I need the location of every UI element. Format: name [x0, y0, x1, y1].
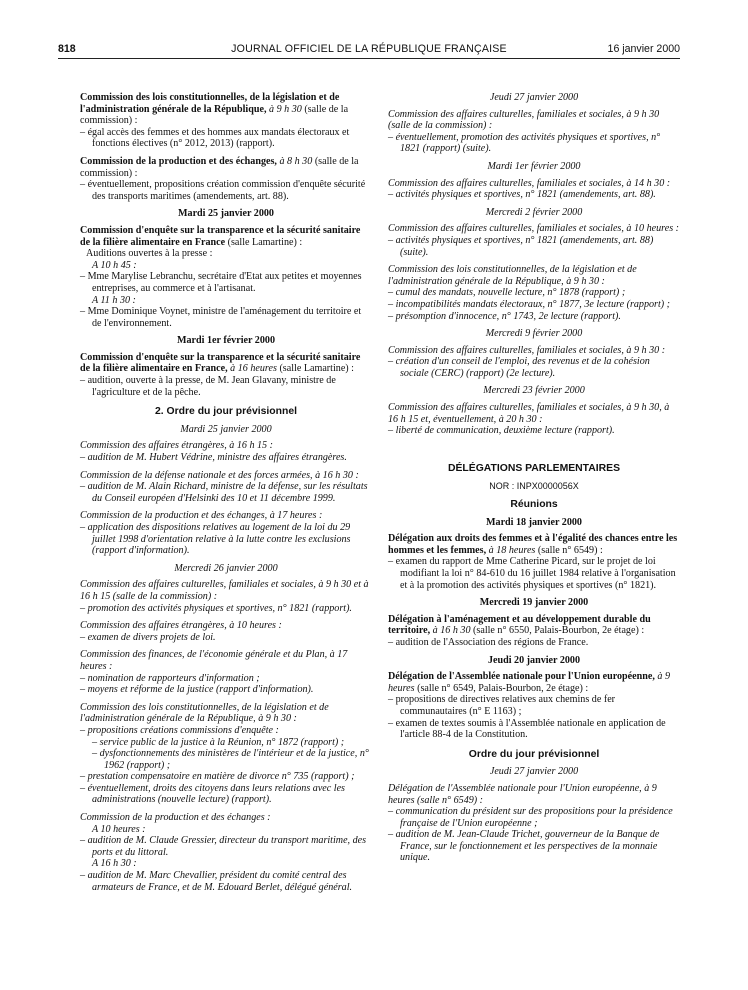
date-heading: Mercredi 9 février 2000: [485, 328, 583, 340]
left-block-4: Commission d'enquête sur la transparence et la sécurité sanitaire de la filière alimentaire en France, à 16 heures (salle Lamartine) :: [80, 351, 361, 375]
date-heading: Mercredi 2 février 2000: [485, 206, 583, 218]
list-item: – application des dispositions relatives au logement de la loi du 29 juillet 1998 d'orientation relative à la lutte contre les exclusions (rapport d'information).: [80, 522, 351, 557]
list-item: – promotion des activités physiques et sportives, n° 1821 (rapport).: [80, 602, 352, 614]
subsection-title: Réunions: [510, 499, 558, 511]
list-item: – propositions de directives relatives aux chemins de fer communautaires (n° E 1163) ;: [388, 694, 616, 717]
commission-line: Commission des affaires culturelles, familiales et sociales, à 14 h 30 :: [388, 177, 671, 189]
commission-line: Commission des affaires culturelles, familiales et sociales, à 9 h 30 :: [388, 344, 666, 356]
commission-line: Commission des lois constitutionnelles, de la législation et de l'administration générale de la République, à 9 h 30 :: [80, 701, 329, 725]
date-heading: Mardi 18 janvier 2000: [486, 516, 582, 528]
issue-date: 16 janvier 2000: [607, 43, 680, 55]
time-label: A 16 h 30 :: [92, 858, 137, 870]
list-item: – communication du président sur des propositions pour la présidence française de l'Union européenne ;: [388, 806, 673, 829]
date-heading: Jeudi 20 janvier 2000: [487, 654, 581, 666]
commission-line: Commission des affaires culturelles, familiales et sociales, à 9 h 30 (salle de la commission) :: [388, 108, 660, 132]
journal-title: JOURNAL OFFICIEL DE LA RÉPUBLIQUE FRANÇAISE: [231, 43, 507, 55]
delegation-line: Délégation à l'aménagement et au développement durable du territoire, à 16 h 30 (salle n° 6550, Palais-Bourbon, 2e étage) :: [388, 613, 651, 637]
time-label: A 10 h 45 :: [92, 259, 137, 271]
list-item: – présomption d'innocence, n° 1743, 2e lecture (rapport).: [388, 310, 621, 322]
date-heading: Jeudi 27 janvier 2000: [489, 92, 579, 103]
date-heading: Mercredi 23 février 2000: [483, 385, 585, 397]
left-block-1: Commission des lois constitutionnelles, de la législation et de l'administration générale de la République, à 9 h 30 (salle de la commission) :: [80, 92, 349, 127]
list-item: – activités physiques et sportives, n° 1821 (amendements, art. 88) (suite).: [388, 234, 654, 258]
list-item: – propositions créations commissions d'enquête :: [80, 724, 279, 736]
list-item: – incompatibilités mandats électoraux, n° 1877, 3e lecture (rapport) ;: [388, 298, 671, 310]
commission-line: Commission de la défense nationale et des forces armées, à 16 h 30 :: [80, 469, 359, 481]
commission-line: Commission de la production et des échanges, à 17 heures :: [80, 510, 323, 522]
delegation-line: Délégation aux droits des femmes et à l'égalité des chances entre les hommes et les femmes, à 18 heures (salle n° 6549) :: [388, 533, 678, 556]
date-heading: Mardi 25 janvier 2000: [180, 423, 272, 435]
page-header: [58, 43, 680, 59]
list-item: – audition de l'Association des régions de France.: [388, 636, 589, 648]
list-item: – moyens et réforme de la justice (rapport d'information).: [80, 684, 314, 696]
list-item: – éventuellement, promotion des activités physiques et sportives, n° 1821 (rapport) (suite).: [388, 131, 661, 155]
date-heading: Mercredi 19 janvier 2000: [479, 597, 589, 609]
commission-line: Commission des affaires étrangères, à 16 h 15 :: [80, 440, 273, 452]
commission-line: Commission des affaires étrangères, à 10 heures :: [80, 620, 282, 632]
list-item: – activités physiques et sportives, n° 1821 (amendements, art. 88).: [388, 189, 656, 201]
commission-line: Commission des lois constitutionnelles, de la législation et de l'administration générale de la République, à 9 h 30 :: [388, 264, 637, 287]
delegation-line: Délégation de l'Assemblée nationale pour l'Union européenne, à 9 heures (salle n° 6549) :: [388, 782, 657, 806]
section-title: 2. Ordre du jour prévisionnel: [154, 406, 298, 418]
sub-list-item: – service public de la justice à la Réunion, n° 1872 (rapport) ;: [92, 736, 345, 748]
date-heading: Mardi 1er février 2000: [487, 160, 581, 172]
list-item: – éventuellement, droits des citoyens dans leurs relations avec les administrations (nouvelle lecture) (rapport).: [80, 782, 345, 806]
list-item: – Mme Marylise Lebranchu, secrétaire d'Etat aux petites et moyennes entreprises, au commerce et à l'artisanat.: [80, 271, 362, 294]
list-item: – Mme Dominique Voynet, ministre de l'aménagement du territoire et de l'environnement.: [80, 306, 362, 329]
list-item: – prestation compensatoire en matière de divorce n° 735 (rapport) ;: [80, 771, 355, 783]
press-note: Auditions ouvertes à la presse :: [86, 248, 213, 260]
list-item: – égal accès des femmes et des hommes aux mandats électoraux et fonctions électives (n° 2012, 2013) (rapport).: [80, 126, 350, 150]
list-item: – audition de M. Claude Gressier, directeur du transport maritime, des ports et du littoral.: [80, 835, 367, 858]
commission-line: Commission des affaires culturelles, familiales et sociales, à 9 h 30 et à 16 h 15 (salle de la commission) :: [80, 579, 369, 602]
commission-line: Commission des affaires culturelles, familiales et sociales, à 10 heures :: [388, 223, 680, 235]
list-item: – audition de M. Jean-Claude Trichet, gouverneur de la Banque de France, sur le fonctionnement et les perspectives de la monnaie unique.: [388, 829, 660, 864]
date-heading: Jeudi 27 janvier 2000: [489, 766, 579, 778]
list-item: – éventuellement, propositions création commission d'enquête sécurité des transports maritimes (amendements, art. 88).: [80, 179, 366, 202]
commission-line: Commission de la production et des échanges :: [80, 812, 271, 824]
list-item: – nomination de rapporteurs d'information ;: [80, 672, 260, 684]
list-item: – examen de divers projets de loi.: [80, 631, 216, 643]
left-block-3: Commission d'enquête sur la transparence et la sécurité sanitaire de la filière alimentaire en France (salle Lamartine) :: [80, 224, 361, 248]
section-title: DÉLÉGATIONS PARLEMENTAIRES: [447, 462, 621, 474]
commission-line: Commission des affaires culturelles, familiales et sociales, à 9 h 30, à 16 h 15 et, éventuellement, à 20 h 30 :: [388, 402, 670, 425]
list-item: – audition de M. Marc Chevallier, président du comité central des armateurs de France, et de M. Edouard Berlet, délégué général.: [80, 870, 353, 893]
date-heading: Mardi 25 janvier 2000: [178, 208, 274, 220]
delegation-line: Délégation de l'Assemblée nationale pour l'Union européenne, à 9 heures (salle n° 6549, Palais-Bourbon, 2e étage) :: [388, 671, 670, 694]
commission-line: Commission des finances, de l'économie générale et du Plan, à 17 heures :: [80, 649, 348, 672]
list-item: – création d'un conseil de l'emploi, des revenus et de la cohésion sociale (CERC) (rapport) (2e lecture).: [388, 356, 650, 379]
left-block-2: Commission de la production et des échanges, à 8 h 30 (salle de la commission) :: [80, 155, 359, 179]
time-label: A 11 h 30 :: [92, 294, 136, 306]
left-column: [80, 92, 372, 893]
sub-list-item: – dysfonctionnements des ministères de l'intérieur et de la justice, n° 1962 (rapport) ;: [92, 748, 369, 771]
list-item: – cumul des mandats, nouvelle lecture, n° 1878 (rapport) ;: [388, 287, 626, 299]
list-item: – liberté de communication, deuxième lecture (rapport).: [388, 425, 615, 437]
time-label: A 10 heures :: [92, 823, 146, 835]
list-item: – audition, ouverte à la presse, de M. Jean Glavany, ministre de l'agriculture et de la pêche.: [80, 375, 336, 398]
subsection-title: Ordre du jour prévisionnel: [468, 748, 600, 760]
list-item: – audition de M. Hubert Védrine, ministre des affaires étrangères.: [80, 452, 347, 464]
right-column: [388, 92, 680, 864]
list-item: – examen de textes soumis à l'Assemblée nationale en application de l'article 88-4 de la Constitution.: [388, 717, 666, 741]
list-item: – examen du rapport de Mme Catherine Picard, sur le projet de loi modifiant la loi n° 84-610 du 16 juillet 1984 relative à l'organisation et à la promotion des activités physiques et sportives (n° 1821).: [388, 556, 676, 591]
list-item: – audition de M. Alain Richard, ministre de la défense, sur les résultats du Conseil européen d'Helsinki des 10 et 11 décembre 1999.: [80, 481, 368, 504]
date-heading: Mercredi 26 janvier 2000: [174, 562, 278, 574]
header-rule: [58, 58, 680, 59]
nor-reference: NOR : INPX0000056X: [489, 481, 579, 492]
date-heading: Mardi 1er février 2000: [176, 335, 275, 347]
page-number: 818: [58, 43, 76, 55]
